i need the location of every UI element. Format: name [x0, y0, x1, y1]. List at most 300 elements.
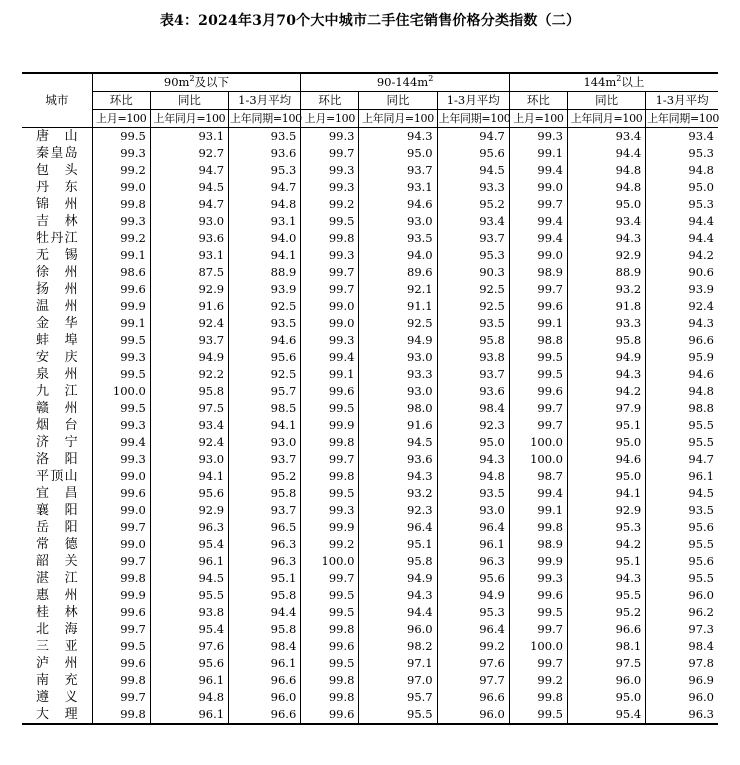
base-same-period-last-year: 上年同期=100 [646, 110, 718, 128]
city-name: 安庆 [36, 350, 78, 365]
index-value: 94.4 [646, 230, 718, 247]
index-value: 99.9 [92, 587, 150, 604]
index-value: 94.1 [229, 417, 301, 434]
index-value: 99.5 [509, 706, 567, 724]
index-value: 99.0 [301, 298, 359, 315]
index-value: 99.8 [92, 196, 150, 213]
city-name: 平顶山 [36, 469, 78, 484]
index-value: 99.8 [509, 519, 567, 536]
city-name: 唐山 [36, 129, 78, 144]
index-value: 94.5 [359, 434, 437, 451]
index-value: 94.7 [229, 179, 301, 196]
subheader-mom: 环比 [509, 92, 567, 110]
index-value: 99.7 [301, 570, 359, 587]
city-name: 吉林 [36, 214, 78, 229]
index-value: 99.6 [301, 383, 359, 400]
city-name: 包头 [36, 163, 78, 178]
index-value: 92.1 [359, 281, 437, 298]
index-value: 93.7 [359, 162, 437, 179]
index-value: 95.8 [229, 587, 301, 604]
index-value: 99.3 [301, 162, 359, 179]
index-value: 93.1 [229, 213, 301, 230]
index-value: 91.8 [568, 298, 646, 315]
index-value: 99.1 [509, 145, 567, 162]
index-value: 92.9 [150, 502, 228, 519]
index-value: 94.5 [646, 485, 718, 502]
city-name: 洛阳 [36, 452, 78, 467]
index-value: 94.3 [359, 128, 437, 146]
index-value: 93.1 [150, 247, 228, 264]
index-value: 93.7 [229, 451, 301, 468]
index-value: 99.8 [301, 621, 359, 638]
index-value: 99.9 [301, 417, 359, 434]
index-value: 93.6 [229, 145, 301, 162]
index-value: 93.3 [359, 366, 437, 383]
index-value: 93.8 [437, 349, 509, 366]
index-value: 91.6 [150, 298, 228, 315]
index-value: 93.5 [646, 502, 718, 519]
index-value: 94.9 [568, 349, 646, 366]
table-row [22, 417, 718, 434]
index-value: 94.3 [568, 366, 646, 383]
index-value: 96.4 [437, 621, 509, 638]
index-value: 95.6 [646, 553, 718, 570]
index-value: 99.7 [509, 621, 567, 638]
index-value: 95.5 [646, 417, 718, 434]
table-row [22, 451, 718, 468]
index-value: 93.1 [150, 128, 228, 146]
index-value: 94.7 [150, 162, 228, 179]
index-value: 97.6 [150, 638, 228, 655]
index-value: 91.6 [359, 417, 437, 434]
index-value: 93.5 [229, 315, 301, 332]
index-value: 92.5 [229, 366, 301, 383]
index-value: 99.2 [437, 638, 509, 655]
index-value: 99.8 [301, 672, 359, 689]
index-value: 99.4 [509, 213, 567, 230]
index-value: 96.0 [646, 689, 718, 706]
index-value: 93.0 [359, 213, 437, 230]
index-value: 99.7 [92, 553, 150, 570]
index-value: 95.3 [437, 247, 509, 264]
index-value: 95.1 [229, 570, 301, 587]
table-row [22, 587, 718, 604]
city-name: 烟台 [36, 418, 78, 433]
index-value: 96.1 [229, 655, 301, 672]
index-value: 96.9 [646, 672, 718, 689]
index-value: 99.5 [301, 400, 359, 417]
index-value: 99.5 [92, 366, 150, 383]
table-row [22, 162, 718, 179]
index-value: 95.0 [568, 689, 646, 706]
index-value: 99.1 [301, 366, 359, 383]
index-value: 99.8 [301, 230, 359, 247]
index-value: 99.8 [92, 570, 150, 587]
index-value: 95.3 [437, 604, 509, 621]
index-value: 99.3 [92, 145, 150, 162]
index-value: 93.4 [437, 213, 509, 230]
index-value: 99.7 [509, 400, 567, 417]
index-value: 95.0 [568, 196, 646, 213]
index-value: 99.0 [509, 247, 567, 264]
index-value: 94.3 [359, 587, 437, 604]
index-value: 97.9 [568, 400, 646, 417]
index-value: 95.6 [646, 519, 718, 536]
index-value: 99.6 [301, 638, 359, 655]
index-value: 99.4 [509, 162, 567, 179]
index-value: 96.3 [229, 536, 301, 553]
index-value: 92.7 [150, 145, 228, 162]
index-value: 96.3 [229, 553, 301, 570]
index-value: 94.8 [646, 162, 718, 179]
index-value: 94.9 [150, 349, 228, 366]
city-name: 金华 [36, 316, 78, 331]
index-value: 93.2 [359, 485, 437, 502]
index-value: 96.6 [437, 689, 509, 706]
index-value: 94.8 [229, 196, 301, 213]
index-value: 95.5 [646, 434, 718, 451]
index-value: 99.4 [92, 434, 150, 451]
index-value: 94.2 [568, 536, 646, 553]
subheader-yoy: 同比 [359, 92, 437, 110]
index-value: 95.5 [150, 587, 228, 604]
index-value: 99.7 [92, 621, 150, 638]
table-row [22, 502, 718, 519]
index-value: 93.0 [229, 434, 301, 451]
index-value: 99.8 [301, 689, 359, 706]
index-value: 99.7 [92, 519, 150, 536]
index-value: 99.3 [301, 128, 359, 146]
index-value: 95.8 [568, 332, 646, 349]
index-value: 95.0 [568, 434, 646, 451]
city-name: 湛江 [36, 571, 78, 586]
index-value: 88.9 [568, 264, 646, 281]
index-value: 96.0 [568, 672, 646, 689]
index-value: 96.6 [229, 706, 301, 724]
index-value: 99.3 [301, 332, 359, 349]
index-value: 98.4 [229, 638, 301, 655]
table-body [22, 128, 718, 725]
table-row [22, 400, 718, 417]
index-value: 99.7 [92, 689, 150, 706]
index-value: 96.2 [646, 604, 718, 621]
index-value: 99.7 [301, 451, 359, 468]
group-header-medium: $90-144m^2$ [301, 73, 510, 92]
table-row [22, 485, 718, 502]
index-value: 99.3 [301, 179, 359, 196]
index-value: 92.9 [568, 247, 646, 264]
index-value: 99.7 [301, 264, 359, 281]
index-value: 99.7 [509, 196, 567, 213]
index-value: 94.1 [229, 247, 301, 264]
subheader-avg: 1-3月平均 [437, 92, 509, 110]
index-value: 99.5 [301, 587, 359, 604]
index-value: 97.5 [150, 400, 228, 417]
index-value: 93.2 [568, 281, 646, 298]
index-value: 99.6 [92, 604, 150, 621]
index-value: 92.5 [437, 298, 509, 315]
index-value: 94.8 [646, 383, 718, 400]
index-value: 94.5 [150, 179, 228, 196]
index-value: 99.3 [92, 213, 150, 230]
index-value: 95.6 [150, 655, 228, 672]
table-row [22, 383, 718, 400]
index-value: 99.5 [92, 638, 150, 655]
index-value: 94.8 [568, 162, 646, 179]
index-value: 95.8 [229, 485, 301, 502]
index-value: 95.3 [646, 196, 718, 213]
index-value: 95.7 [229, 383, 301, 400]
index-value: 99.3 [92, 417, 150, 434]
index-value: 94.6 [229, 332, 301, 349]
index-value: 94.0 [229, 230, 301, 247]
index-value: 95.2 [437, 196, 509, 213]
index-value: 99.9 [509, 553, 567, 570]
index-value: 92.3 [359, 502, 437, 519]
index-value: 93.0 [437, 502, 509, 519]
index-value: 99.8 [509, 689, 567, 706]
index-value: 93.0 [359, 383, 437, 400]
index-value: 93.7 [437, 230, 509, 247]
group-header-large: $144m^2$以上 [509, 73, 718, 92]
index-value: 97.3 [646, 621, 718, 638]
index-value: 92.5 [359, 315, 437, 332]
index-value: 90.6 [646, 264, 718, 281]
index-value: 99.4 [301, 349, 359, 366]
index-value: 94.4 [359, 604, 437, 621]
index-value: 99.0 [509, 179, 567, 196]
index-value: 93.4 [646, 128, 718, 146]
index-value: 93.7 [150, 332, 228, 349]
city-name: 常德 [36, 537, 78, 552]
table-row [22, 247, 718, 264]
base-same-month-last-year: 上年同月=100 [568, 110, 646, 128]
table-row [22, 519, 718, 536]
index-value: 98.8 [509, 332, 567, 349]
index-value: 93.4 [568, 213, 646, 230]
index-value: 95.6 [229, 349, 301, 366]
index-value: 98.5 [229, 400, 301, 417]
index-value: 94.2 [646, 247, 718, 264]
base-same-period-last-year: 上年同期=100 [437, 110, 509, 128]
index-value: 96.0 [359, 621, 437, 638]
index-value: 96.0 [229, 689, 301, 706]
index-value: 97.7 [437, 672, 509, 689]
price-index-table [22, 72, 718, 725]
index-value: 92.5 [437, 281, 509, 298]
index-value: 95.1 [568, 553, 646, 570]
index-value: 94.8 [568, 179, 646, 196]
subheader-yoy: 同比 [150, 92, 228, 110]
index-value: 99.7 [301, 145, 359, 162]
table-row [22, 672, 718, 689]
city-name: 徐州 [36, 265, 78, 280]
table-row [22, 553, 718, 570]
index-value: 96.3 [150, 519, 228, 536]
index-value: 99.3 [301, 502, 359, 519]
index-value: 95.3 [229, 162, 301, 179]
index-value: 99.5 [301, 213, 359, 230]
index-value: 99.6 [509, 587, 567, 604]
index-value: 99.1 [509, 502, 567, 519]
index-value: 93.9 [229, 281, 301, 298]
index-value: 95.0 [437, 434, 509, 451]
index-value: 91.1 [359, 298, 437, 315]
index-value: 99.2 [301, 196, 359, 213]
index-value: 95.5 [646, 570, 718, 587]
index-value: 94.9 [359, 332, 437, 349]
index-value: 99.4 [509, 485, 567, 502]
index-value: 99.6 [92, 281, 150, 298]
index-value: 99.0 [92, 502, 150, 519]
index-value: 94.3 [568, 570, 646, 587]
index-value: 93.0 [150, 451, 228, 468]
city-name: 韶关 [36, 554, 78, 569]
index-value: 90.3 [437, 264, 509, 281]
index-value: 93.5 [437, 315, 509, 332]
index-value: 93.7 [229, 502, 301, 519]
index-value: 99.1 [92, 315, 150, 332]
index-value: 99.2 [509, 672, 567, 689]
index-value: 98.0 [359, 400, 437, 417]
city-name: 泉州 [36, 367, 78, 382]
index-value: 93.5 [229, 128, 301, 146]
table-row [22, 315, 718, 332]
index-value: 98.7 [509, 468, 567, 485]
subheader-avg: 1-3月平均 [646, 92, 718, 110]
base-same-month-last-year: 上年同月=100 [150, 110, 228, 128]
city-name: 岳阳 [36, 520, 78, 535]
index-value: 95.2 [229, 468, 301, 485]
index-value: 94.9 [437, 587, 509, 604]
index-value: 95.8 [150, 383, 228, 400]
index-value: 92.4 [150, 434, 228, 451]
table-row [22, 128, 718, 146]
index-value: 97.5 [568, 655, 646, 672]
index-value: 95.7 [359, 689, 437, 706]
index-value: 92.9 [150, 281, 228, 298]
index-value: 93.4 [150, 417, 228, 434]
index-value: 92.4 [646, 298, 718, 315]
group-header-small: $90m^2$及以下 [92, 73, 301, 92]
index-value: 100.0 [509, 434, 567, 451]
city-name: 大理 [22, 706, 92, 724]
index-value: 95.8 [437, 332, 509, 349]
index-value: 94.1 [150, 468, 228, 485]
table-row [22, 196, 718, 213]
table-row [22, 604, 718, 621]
index-value: 94.5 [150, 570, 228, 587]
table-row [22, 570, 718, 587]
city-name: 桂林 [36, 605, 78, 620]
index-value: 93.0 [359, 349, 437, 366]
index-value: 96.6 [229, 672, 301, 689]
city-name: 温州 [36, 299, 78, 314]
index-value: 94.1 [568, 485, 646, 502]
index-value: 93.3 [437, 179, 509, 196]
city-name: 北海 [36, 622, 78, 637]
index-value: 99.2 [301, 536, 359, 553]
index-value: 99.7 [509, 281, 567, 298]
index-value: 95.4 [568, 706, 646, 724]
index-value: 98.4 [437, 400, 509, 417]
table-row [22, 179, 718, 196]
city-name: 锦州 [36, 197, 78, 212]
index-value: 99.5 [301, 655, 359, 672]
city-name: 扬州 [36, 282, 78, 297]
index-value: 99.3 [92, 349, 150, 366]
table-row [22, 298, 718, 315]
index-value: 94.8 [150, 689, 228, 706]
index-value: 96.0 [646, 587, 718, 604]
index-value: 97.1 [359, 655, 437, 672]
index-value: 95.9 [646, 349, 718, 366]
index-value: 93.3 [568, 315, 646, 332]
table-row [22, 213, 718, 230]
table-row [22, 621, 718, 638]
base-same-month-last-year: 上年同月=100 [359, 110, 437, 128]
index-value: 99.3 [92, 451, 150, 468]
index-value: 94.0 [359, 247, 437, 264]
table-row [22, 264, 718, 281]
index-value: 96.1 [437, 536, 509, 553]
index-value: 95.3 [646, 145, 718, 162]
table-row [22, 230, 718, 247]
table-row [22, 145, 718, 162]
city-name: 赣州 [36, 401, 78, 416]
index-value: 88.9 [229, 264, 301, 281]
index-value: 99.9 [301, 519, 359, 536]
index-value: 95.6 [437, 570, 509, 587]
index-value: 92.4 [150, 315, 228, 332]
index-value: 94.8 [437, 468, 509, 485]
index-value: 92.5 [229, 298, 301, 315]
index-value: 96.6 [646, 332, 718, 349]
index-value: 94.5 [437, 162, 509, 179]
index-value: 96.6 [568, 621, 646, 638]
index-value: 93.4 [568, 128, 646, 146]
index-value: 93.5 [359, 230, 437, 247]
index-value: 99.6 [509, 383, 567, 400]
index-value: 99.2 [92, 162, 150, 179]
table-row [22, 655, 718, 672]
index-value: 99.1 [509, 315, 567, 332]
index-value: 98.9 [509, 264, 567, 281]
index-value: 93.6 [359, 451, 437, 468]
index-value: 94.6 [568, 451, 646, 468]
index-value: 98.4 [646, 638, 718, 655]
index-value: 96.4 [437, 519, 509, 536]
index-value: 99.0 [92, 536, 150, 553]
table-row [22, 281, 718, 298]
city-name: 牡丹江 [36, 231, 78, 246]
city-name: 南充 [36, 673, 78, 688]
index-value: 94.3 [437, 451, 509, 468]
index-value: 99.5 [92, 128, 150, 146]
index-value: 99.0 [92, 468, 150, 485]
subheader-mom: 环比 [301, 92, 359, 110]
index-value: 99.0 [301, 315, 359, 332]
table-row [22, 468, 718, 485]
index-value: 95.2 [568, 604, 646, 621]
index-value: 95.8 [229, 621, 301, 638]
index-value: 95.0 [568, 468, 646, 485]
index-value: 95.3 [568, 519, 646, 536]
subheader-mom: 环比 [92, 92, 150, 110]
index-value: 99.8 [301, 434, 359, 451]
index-value: 93.6 [150, 230, 228, 247]
index-value: 94.3 [568, 230, 646, 247]
